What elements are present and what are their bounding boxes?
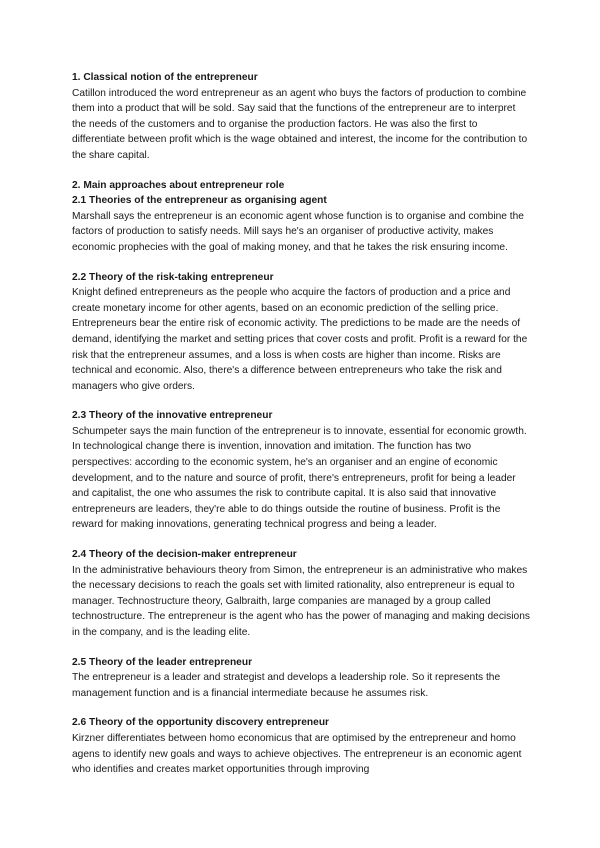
subsection-heading: 2.2 Theory of the risk-taking entrepreneur bbox=[72, 271, 274, 283]
section-decision-maker bbox=[72, 547, 530, 641]
subsection-heading: 2.3 Theory of the innovative entrepreneur bbox=[72, 410, 273, 422]
subsection-heading: 2.6 Theory of the opportunity discovery entrepreneur bbox=[72, 717, 330, 729]
section-opportunity-discovery bbox=[72, 715, 530, 777]
section-main-approaches bbox=[72, 178, 530, 256]
section-risk-taking bbox=[72, 270, 530, 395]
section-paragraph: Schumpeter says the main function of the entrepreneur is to innovate, essential for economic growth. In technological change there is invention, innovation and imitation. The function has two perspectives: according to the economic system, he's an organiser and an engine of economic development, and to the nature and source of profit, there's entrepreneurs, profit for being a leader and capitalist, the one who assumes the risk to contribute capital. It is also said that innovative entrepreneurs are leaders, they're able to do things outside the routine of business. Profit is the reward for making innovations, generating technical progress and being a leader. bbox=[72, 425, 527, 531]
section-paragraph: Marshall says the entrepreneur is an economic agent whose function is to organise and combine the factors of production to satisfy needs. Mill says he's an organiser of productive activity, makes economic prophecies with the goal of making money, and that he takes the risk ensuring income. bbox=[72, 210, 524, 253]
section-classical-notion bbox=[72, 70, 530, 164]
section-paragraph: The entrepreneur is a leader and strategist and develops a leadership role. So it represents the management function and is a financial intermediate because he assumes risk. bbox=[72, 672, 501, 699]
subsection-heading: 2.1 Theories of the entrepreneur as organising agent bbox=[72, 195, 327, 207]
subsection-heading: 2.5 Theory of the leader entrepreneur bbox=[72, 656, 253, 668]
document-page bbox=[72, 70, 530, 778]
section-paragraph: Knight defined entrepreneurs as the people who acquire the factors of production and a price and create monetary income for other agents, based on an economic prediction of the selling price. Entrepreneurs bear the entire risk of economic activity. The predictions to be made are the needs of demand, identifying the market and setting prices that cover costs and profit. Profit is a reward for the risk that the entrepreneur assumes, and a loss is when costs are higher than income. Risks are technical and economic. Also, there's a difference between entrepreneurs who take the risk and managers who give orders. bbox=[72, 287, 528, 392]
section-heading: 2. Main approaches about entrepreneur role bbox=[72, 179, 285, 191]
section-paragraph: Catillon introduced the word entrepreneur as an agent who buys the factors of production to combine them into a product that will be sold. Say said that the functions of the entrepreneur are to interpret the needs of the customers and to organise the production factors. He was also the first to differentiate between profit which is the wage obtained and interest, the income for the contribution to the share capital. bbox=[72, 87, 528, 161]
section-paragraph: In the administrative behaviours theory from Simon, the entrepreneur is an administrative who makes the necessary decisions to reach the goals set with limited rationality, also entrepreneur is equal to manager. Technostructure theory, Galbraith, large companies are managed by a group called technostructure. The entrepreneur is the agent who has the power of managing and making decisions in the company, and is the leading elite. bbox=[72, 564, 530, 638]
section-innovative bbox=[72, 408, 530, 533]
section-heading: 1. Classical notion of the entrepreneur bbox=[72, 72, 258, 83]
subsection-heading: 2.4 Theory of the decision-maker entrepreneur bbox=[72, 549, 297, 561]
section-leader bbox=[72, 655, 530, 702]
section-paragraph: Kirzner differentiates between homo economicus that are optimised by the entrepreneur and homo agens to identify new goals and ways to achieve objectives. The entrepreneur is an economic agent who identifies and creates market opportunities through improving bbox=[72, 732, 522, 776]
